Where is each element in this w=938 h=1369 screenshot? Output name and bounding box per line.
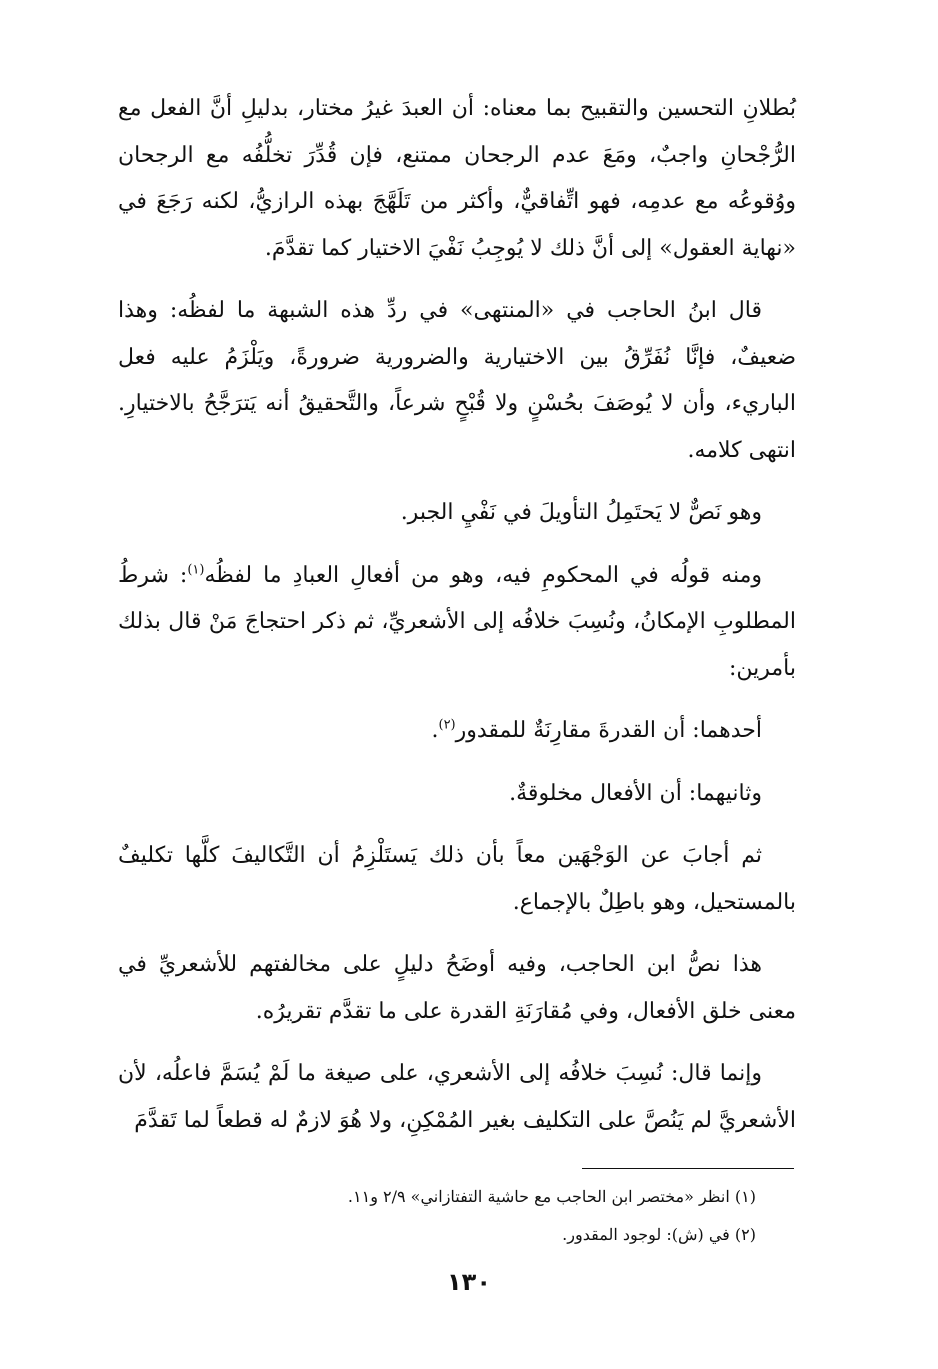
paragraph-4-text-a: ومنه قولُه في المحكومِ فيه، وهو من أفعالِ العبادِ ما لفظُه bbox=[204, 562, 762, 588]
paragraph-4 bbox=[118, 553, 796, 693]
paragraph-1: بُطلانِ التحسين والتقبيح بما معناه: أن العبدَ غيرُ مختار، بدليلِ أنَّ الفعل مع الرُّجْحانِ واجبٌ، ومَعَ عدم الرجحان ممتنع، فإن قُدِّرَ تخلُّفُه مع الرجحان ووُقوعُه مع عدمِه، فهو اتِّفاقيٌّ، وأكثر من تَلَهَّجَ بهذه الرازيُّ، لكنه رَجَعَ في «نهاية العقول» إلى أنَّ ذلك لا يُوجِبُ نَفْيَ الاختيار كما تقدَّمَ. bbox=[118, 96, 796, 261]
paragraph-4-text-b: : شرطُ المطلوبِ الإمكانُ، ونُسِبَ خلافُه إلى الأشعريِّ، ثم ذكر احتجاجَ مَنْ قال بذلك بأمرين: bbox=[118, 562, 796, 681]
paragraph-2: قال ابنُ الحاجب في «المنتهى» في ردِّ هذه الشبهة ما لفظُه: وهذا ضعيفٌ، فإنَّا نُفَرِّقُ بين الاختيارية والضرورية ضرورةً، ويَلْزَمُ عليه فعل الباريء، وأن لا يُوصَفَ بحُسْنٍ ولا قُبْحٍ شرعاً، والتَّحقيقُ أنه يَترَجَّحُ بالاختيارِ. انتهى كلامه. bbox=[118, 298, 796, 463]
paragraph-6: وثانيهما: أن الأفعال مخلوقةٌ. bbox=[509, 780, 762, 806]
footnote-ref-1[interactable]: (١) bbox=[187, 562, 205, 578]
paragraph-5-text-a: أحدهما: أن القدرةَ مقارِنَةٌ للمقدور bbox=[455, 718, 762, 743]
paragraph-5 bbox=[118, 708, 796, 755]
footnote-ref-2[interactable]: (٢) bbox=[438, 717, 456, 733]
paragraph-8: هذا نصُّ ابن الحاجب، وفيه أوضَحُ دليلٍ على مخالفتهم للأشعريِّ في معنى خلق الأفعال، وفي مُقارَنَةِ القدرة على ما تقدَّم تقريرُه. bbox=[118, 952, 796, 1024]
footnote-divider bbox=[582, 1168, 794, 1169]
page-number: ١٣٠ bbox=[447, 1268, 491, 1296]
paragraph-7: ثم أجابَ عن الوَجْهَين معاً بأن ذلك يَستَلْزِمُ أن التَّكاليفَ كلَّها تكليفٌ بالمستحيل، وهو باطِلٌ بالإجماع. bbox=[118, 843, 796, 915]
footnote-1: (١) انظر «مختصر ابن الحاجب مع حاشية التفتازاني» ٢/٩ و١١. bbox=[347, 1187, 756, 1206]
paragraph-5-text-b: . bbox=[431, 718, 439, 743]
paragraph-3: وهو نَصٌّ لا يَحتَمِلُ التأويلَ في نَفْيِ الجبر. bbox=[400, 500, 762, 525]
footnotes bbox=[118, 1178, 796, 1254]
body-text bbox=[118, 86, 796, 1160]
paragraph-9: وإنما قال: نُسِبَ خلافُه إلى الأشعري، على صيغة ما لَمْ يُسَمَّ فاعلُه، لأن الأشعريَّ لم يَنُصَّ على التكليف بغير المُمْكِنِ، ولا هُوَ لازمٌ له قطعاً لما تَقدَّمَ bbox=[118, 1061, 796, 1133]
footnote-2: (٢) في (ش): لوجود المقدور. bbox=[562, 1225, 756, 1244]
